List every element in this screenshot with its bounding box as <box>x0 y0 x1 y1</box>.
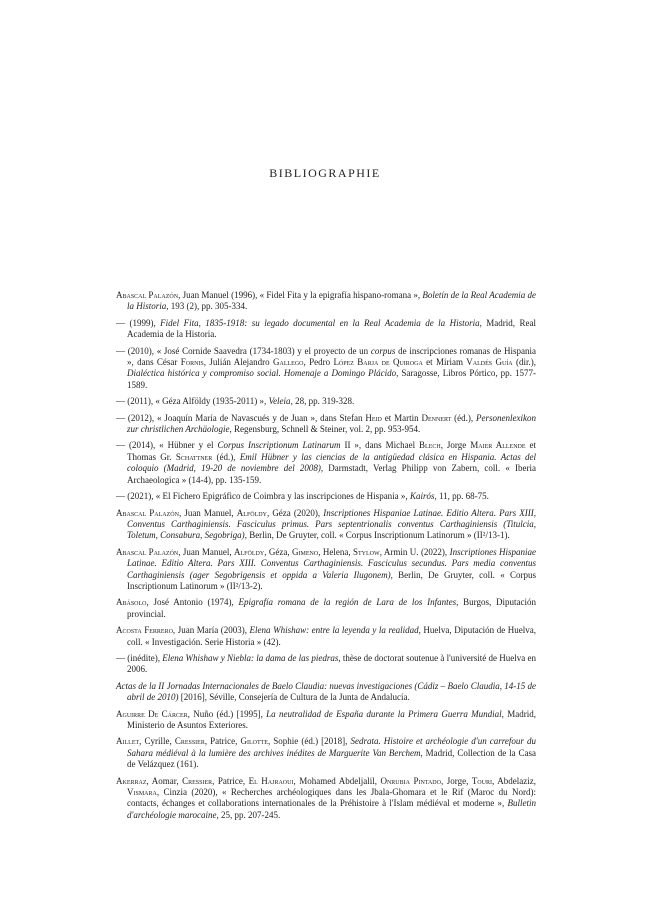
entry-text: — (inédite), <box>116 652 163 663</box>
entry-text: (dir.), <box>512 357 536 368</box>
author-name: El Hajraoui <box>248 775 294 786</box>
bibliography-entry <box>116 508 536 542</box>
entry-text: , Patrice, <box>212 775 249 786</box>
entry-text: — (2021), « El Fichero Epigráfico de Coimbra y las inscripciones de Hispania », <box>116 491 410 502</box>
author-name: Fornis <box>180 357 204 368</box>
author-name: Vismara <box>127 787 157 798</box>
entry-text: — (2011), « Géza Alföldy (1935-2011) », <box>116 396 269 407</box>
title-text: Actas de la II Jornadas Internacionales de Baelo Claudia: nuevas investigaciones (Cádiz – Baelo Claudia, 14-15 de abril de 2010) <box>116 680 536 703</box>
entry-text: , Berlin, De Gruyter, coll. « Corpus Inscriptionum Latinorum » (II²/13-1). <box>244 530 510 541</box>
entry-text: , Julián Alejandro <box>203 357 274 368</box>
author-name: Abascal Palazón <box>116 546 179 557</box>
title-text: Veleia <box>268 396 291 407</box>
author-name: Maier Allende <box>470 440 526 451</box>
title-text: Bulletin d'archéologie marocaine <box>127 798 536 820</box>
bibliography-entry <box>116 396 536 407</box>
entry-text: , Burgos, Diputación provincial. <box>127 597 536 619</box>
author-name: López Barja de Quiroga <box>333 357 423 368</box>
title-text: Elena Whishaw: entre la leyenda y la realidad <box>249 625 419 636</box>
entry-text: — (2010), « José Cornide Saavedra (1734-1803) y el proyecto de un <box>116 345 371 356</box>
author-name: Schattner <box>175 451 213 462</box>
entry-text: , Juan Manuel, <box>178 546 235 557</box>
bibliography-list <box>116 290 536 826</box>
title-text: Inscriptiones Hispaniae Latinae. Editio Altera. Pars XIII, Conventus Carthaginiensis. Fasciculus primus. Pars septentrionalis conventus Carthaginiensis (Titulcia, Toletum, Consabura, Segobriga) <box>127 507 536 541</box>
bibliography-entry <box>116 625 536 648</box>
author-name: Dennert <box>421 412 452 423</box>
author-name: Alföldy <box>236 507 267 518</box>
entry-text: , Saragosse, Libros Pórtico, pp. 1577-1589. <box>127 368 536 390</box>
bibliography-entry <box>116 318 536 341</box>
title-text: Elena Whishaw y Niebla: la dama de las piedras <box>162 652 339 663</box>
author-name: Aguirre De Cárcer <box>116 708 188 719</box>
bibliography-entry <box>116 736 536 770</box>
title-text: corpus <box>370 345 396 356</box>
entry-text: , Cyrille, <box>139 736 175 747</box>
entry-text: , 11, pp. 68-75. <box>434 491 489 502</box>
author-name: Touri <box>471 775 492 786</box>
author-name: Acosta Ferrero <box>116 625 173 636</box>
entry-text: , Madrid, Real Academia de la Historia. <box>127 317 536 340</box>
entry-text: , José Antonio (1974), <box>146 597 239 608</box>
entry-text: , Juan María (2003), <box>172 625 250 636</box>
author-name: Valdés Guía <box>466 357 513 368</box>
author-name: Gilotte <box>240 736 268 747</box>
author-name: Abascal Palazón <box>116 507 179 518</box>
entry-text: — (2014), « Hübner y el <box>116 440 218 451</box>
entry-text: (éd.), <box>451 412 477 423</box>
entry-text: , Sophie (éd.) [2018], <box>267 736 351 747</box>
entry-text: , Mohamed Abdeljalil, <box>293 775 381 786</box>
bibliography-entry <box>116 597 536 620</box>
title-text: Kairós <box>409 491 435 502</box>
author-name: Onrubia Pintado <box>380 775 441 786</box>
bibliography-entry <box>116 709 536 732</box>
entry-text: , Nuño (éd.) [1995], <box>187 708 267 719</box>
bibliography-entry <box>116 346 536 392</box>
entry-text: et Martin <box>381 412 422 423</box>
bibliography-entry <box>116 681 536 704</box>
page-title: BIBLIOGRAPHIE <box>269 166 381 180</box>
entry-text: , Juan Manuel, <box>178 507 237 518</box>
entry-text: , 25, pp. 207-245. <box>216 809 281 820</box>
entry-text: , Aomar, <box>146 775 183 786</box>
bibliography-entry <box>116 413 536 436</box>
entry-text: , thèse de doctorat soutenue à l'université de Huelva en 2006. <box>127 652 536 675</box>
author-name: Gimeno <box>292 546 319 557</box>
bibliography-entry <box>116 440 536 486</box>
entry-text: , Berlin, De Gruyter, coll. « Corpus Inscriptionum Latinorum » (II²/13-2). <box>127 569 536 591</box>
entry-text: de inscripciones romanas de Hispania », dans César <box>127 345 536 368</box>
entry-text: , Géza (2020), <box>266 507 324 518</box>
entry-text: , Armin U. (2022), <box>379 546 450 557</box>
author-name: Abásolo <box>116 597 147 608</box>
title-text: Personenlexikon zur christlichen Archäologie <box>127 412 536 435</box>
entry-text: (éd.), <box>212 451 240 462</box>
author-name: Cressier <box>182 775 213 786</box>
author-name: Blech <box>419 440 441 451</box>
author-name: Alföldy <box>234 546 265 557</box>
entry-text: , Cinzia (2020), « Recherches archéologiques dans les Jbala-Ghomara et le Rif (Maroc du Nord): contacts, échanges et collaborations internationales de la Préhistoire à l'Islam médiéval et moderne », <box>127 787 536 809</box>
bibliography-entry <box>116 776 536 822</box>
author-name: Gallego <box>273 357 304 368</box>
entry-text: , 193 (2), pp. 305-334. <box>166 301 248 312</box>
entry-text: , Patrice, <box>204 736 241 747</box>
title-text: Corpus Inscriptionum Latinarum <box>217 440 341 451</box>
entry-text: et Miriam <box>422 357 467 368</box>
title-text: Dialéctica histórica y compromiso social. Homenaje a Domingo Plácido <box>127 368 397 379</box>
author-name: Stylow <box>353 546 380 557</box>
title-text: Boletín de la Real Academia de la Historia <box>127 290 536 312</box>
entry-text: , Abdelaziz, <box>491 775 536 786</box>
bibliography-entry <box>116 491 536 502</box>
entry-text: et Thomas Gr. <box>127 440 536 462</box>
entry-text: , Jorge, <box>440 775 472 786</box>
entry-text: , Jorge <box>440 440 471 451</box>
entry-text: — (1999), <box>116 317 161 328</box>
author-name: Heid <box>365 412 382 423</box>
entry-text: , Juan Manuel (1996), « Fidel Fita y la epigrafía hispano-romana », <box>178 290 423 300</box>
entry-text: , 28, pp. 319-328. <box>290 396 355 407</box>
bibliography-entry <box>116 653 536 676</box>
title-text: Inscriptiones Hispaniae Latinae. Editio Altera. Pars XIII. Conventus Carthaginiensis. Fasciculus secundus. Pars media conventus Carthaginiensis (ager Segobrigensis et oppida a Valeria Ilugonem) <box>127 546 537 580</box>
entry-text: [2016], Séville, Consejería de Cultura de la Junta de Andalucía. <box>178 692 410 703</box>
title-text: Fidel Fita, 1835-1918: su legado documental en la Real Academia de la Historia <box>160 317 480 328</box>
author-name: Aillet <box>116 736 140 747</box>
author-name: Abascal Palazón <box>116 290 179 300</box>
entry-text: , Madrid, Collection de la Casa de Velázquez (161). <box>127 747 536 770</box>
author-name: Akerraz <box>116 775 147 786</box>
title-text: Emil Hübner y las ciencias de la antigüedad clásica en Hispania. Actas del coloquio (Madrid, 19-20 de noviembre del 2008) <box>127 451 536 474</box>
entry-text: II », dans Michael <box>340 440 420 451</box>
title-text: Sedrata. Histoire et archéologie d'un carrefour du Sahara médiéval à la lumière des archives inédites de Marguerite Van Berchem <box>127 736 536 758</box>
entry-text: , Géza, <box>264 546 293 557</box>
entry-text: , Huelva, Diputación de Huelva, coll. « Investigación. Serie Historia » (42). <box>127 625 536 647</box>
entry-text: , Regensburg, Schnell & Steiner, vol. 2, pp. 953-954. <box>229 424 421 435</box>
entry-text: , Pedro <box>303 357 334 368</box>
bibliography-entry <box>116 547 536 593</box>
entry-text: , Darmstadt, Verlag Philipp von Zabern, coll. « Iberia Archaeologica » (14-4), pp. 135-159. <box>127 463 536 485</box>
title-text: Epigrafía romana de la región de Lara de los Infantes <box>238 597 457 608</box>
bibliography-entry <box>116 290 536 313</box>
author-name: Cressier <box>174 736 205 747</box>
entry-text: , Helena, <box>318 546 354 557</box>
title-text: La neutralidad de España durante la Primera Guerra Mundial <box>266 708 502 719</box>
entry-text: , Madrid, Ministerio de Asuntos Exteriores. <box>127 708 536 730</box>
entry-text: — (2012), « Joaquín María de Navascués y de Juan », dans Stefan <box>116 412 366 423</box>
